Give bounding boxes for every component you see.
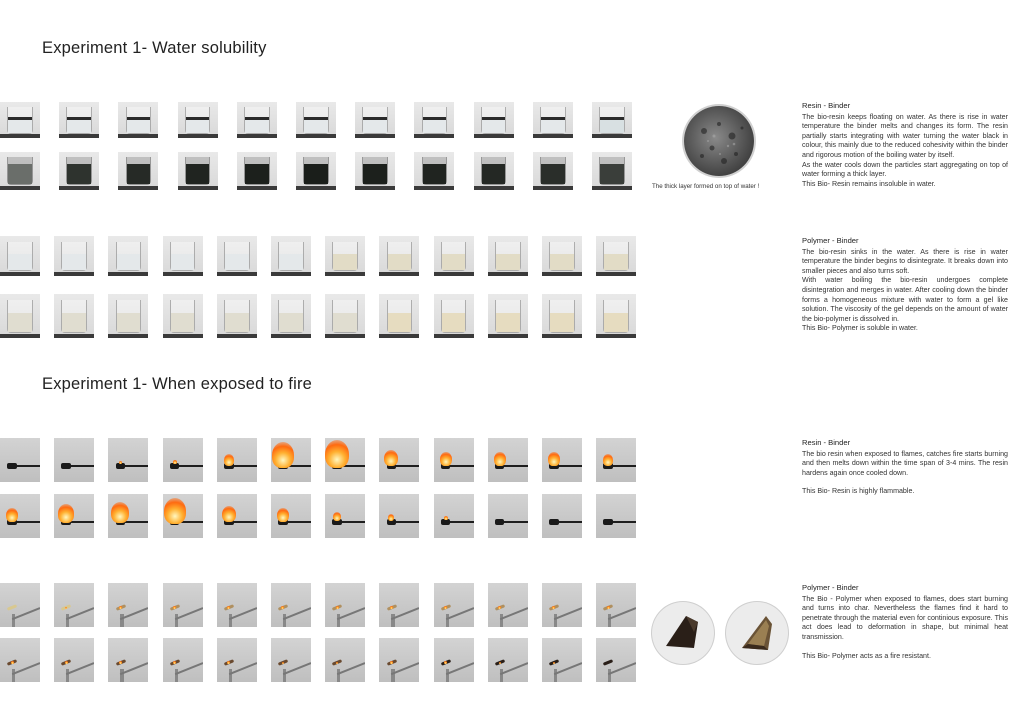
beaker-photo <box>108 294 148 338</box>
beaker-photo <box>474 102 514 138</box>
fire-test-photo <box>271 438 311 482</box>
beaker-photo <box>596 294 636 338</box>
fire-test-photo <box>596 438 636 482</box>
fire-test-photo <box>54 638 94 682</box>
beaker-photo <box>178 102 218 138</box>
resin-fire-row-2 <box>0 494 636 538</box>
fire-test-photo <box>108 494 148 538</box>
beaker-photo <box>54 294 94 338</box>
beaker-photo <box>296 152 336 190</box>
beaker-photo <box>596 236 636 276</box>
fire-test-photo <box>0 583 40 627</box>
fire-test-photo <box>217 638 257 682</box>
polymer-char-photo-2 <box>726 602 788 664</box>
beaker-photo <box>592 152 632 190</box>
beaker-photo <box>0 236 40 276</box>
fire-test-photo <box>434 438 474 482</box>
beaker-photo <box>0 102 40 138</box>
water-polymer-paragraph: With water boiling the bio-resin undergoes complete disintegration and merges in water. After cooling down the binder forms a homogeneous mixture with water to form a gel like solution. The viscosity of the gel depends on the amount of water the bio-polymer is dissolved in. <box>802 276 1008 323</box>
water-polymer-heading: Polymer - Binder <box>802 236 859 245</box>
fire-test-photo <box>325 494 365 538</box>
beaker-photo <box>0 152 40 190</box>
fire-test-photo <box>0 494 40 538</box>
fire-test-photo <box>163 438 203 482</box>
fire-test-photo <box>379 583 419 627</box>
water-experiment-title: Experiment 1- Water solubility <box>42 39 267 57</box>
water-polymer-paragraph: The bio-resin sinks in the water. As there is rise in water temperature the binder begins to disintegrate. It breaks down into smaller pieces and also turns soft. <box>802 247 1008 275</box>
beaker-photo <box>0 294 40 338</box>
beaker-photo <box>533 102 573 138</box>
beaker-photo <box>217 294 257 338</box>
beaker-photo <box>54 236 94 276</box>
beaker-photo <box>237 102 277 138</box>
beaker-photo <box>118 152 158 190</box>
beaker-photo <box>414 152 454 190</box>
fire-test-photo <box>217 494 257 538</box>
water-polymer-description <box>802 236 1008 334</box>
beaker-photo <box>59 152 99 190</box>
fire-test-photo <box>271 638 311 682</box>
beaker-photo <box>108 236 148 276</box>
beaker-photo <box>163 236 203 276</box>
polymer-water-row-2 <box>0 294 636 338</box>
fire-test-photo <box>271 494 311 538</box>
fire-test-photo <box>379 494 419 538</box>
beaker-photo <box>592 102 632 138</box>
fire-test-photo <box>379 638 419 682</box>
fire-test-photo <box>108 438 148 482</box>
beaker-photo <box>325 294 365 338</box>
resin-layer-photo <box>684 106 754 176</box>
fire-test-photo <box>54 438 94 482</box>
fire-test-photo <box>488 494 528 538</box>
beaker-photo <box>488 236 528 276</box>
fire-test-photo <box>542 438 582 482</box>
fire-test-photo <box>108 583 148 627</box>
beaker-photo <box>118 102 158 138</box>
water-resin-paragraph: This Bio- Resin remains insoluble in water. <box>802 179 936 188</box>
fire-polymer-paragraph: This Bio- Polymer acts as a fire resistant. <box>802 651 931 660</box>
polymer-fire-row-2 <box>0 638 636 682</box>
beaker-photo <box>488 294 528 338</box>
fire-polymer-heading: Polymer - Binder <box>802 583 859 592</box>
resin-fire-row-1 <box>0 438 636 482</box>
fire-test-photo <box>379 438 419 482</box>
fire-test-photo <box>271 583 311 627</box>
beaker-photo <box>434 294 474 338</box>
fire-test-photo <box>596 583 636 627</box>
fire-test-photo <box>434 583 474 627</box>
beaker-photo <box>533 152 573 190</box>
water-polymer-paragraph: This Bio- Polymer is soluble in water. <box>802 324 918 333</box>
fire-test-photo <box>434 638 474 682</box>
fire-test-photo <box>54 494 94 538</box>
beaker-photo <box>325 236 365 276</box>
fire-test-photo <box>488 638 528 682</box>
fire-test-photo <box>542 638 582 682</box>
beaker-photo <box>414 102 454 138</box>
beaker-photo <box>355 152 395 190</box>
fire-test-photo <box>325 583 365 627</box>
beaker-photo <box>217 236 257 276</box>
water-resin-description <box>802 101 1008 189</box>
fire-test-photo <box>488 583 528 627</box>
beaker-photo <box>271 294 311 338</box>
fire-test-photo <box>596 494 636 538</box>
fire-resin-paragraph: The bio resin when exposed to flames, catches fire starts burning and then melts down within the time span of 3-4 mins. The resin hardens again once cooled down. <box>802 449 1008 477</box>
beaker-photo <box>296 102 336 138</box>
beaker-photo <box>379 236 419 276</box>
polymer-fire-row-1 <box>0 583 636 627</box>
resin-layer-caption: The thick layer formed on top of water ! <box>652 183 760 190</box>
beaker-photo <box>542 294 582 338</box>
polymer-char-photo-1 <box>652 602 714 664</box>
fire-test-photo <box>596 638 636 682</box>
beaker-photo <box>59 102 99 138</box>
fire-resin-description <box>802 438 1008 497</box>
resin-water-row-1 <box>0 102 632 138</box>
fire-resin-heading: Resin - Binder <box>802 438 851 447</box>
beaker-photo <box>542 236 582 276</box>
resin-water-row-2 <box>0 152 632 190</box>
fire-test-photo <box>217 438 257 482</box>
fire-test-photo <box>542 583 582 627</box>
fire-resin-paragraph: This Bio- Resin is highly flammable. <box>802 487 915 496</box>
fire-test-photo <box>488 438 528 482</box>
fire-test-photo <box>0 438 40 482</box>
fire-test-photo <box>163 638 203 682</box>
fire-polymer-paragraph: The Bio - Polymer when exposed to flames, does start burning and turns into char. Nevertheless the flames find it hard to penetrate through the material even for continious exposure. This act does lead to deformation in shape, but minimal heat transmission. <box>802 594 1008 641</box>
beaker-photo <box>271 236 311 276</box>
fire-polymer-description <box>802 583 1008 661</box>
beaker-photo <box>178 152 218 190</box>
water-resin-paragraph: The bio-resin keeps floating on water. As there is rise in water temperature the binder melts and changes its form. The resin partially starts integrating with water turning the water black in colour, this mainly due to the reduced cohesivity within the binder and rigorous motion of the boiling water by itself. <box>802 112 1008 159</box>
fire-test-photo <box>108 638 148 682</box>
water-resin-paragraph: As the water cools down the particles start aggregating on top of water forming a thick layer. <box>802 160 1008 179</box>
fire-test-photo <box>54 583 94 627</box>
fire-test-photo <box>434 494 474 538</box>
beaker-photo <box>434 236 474 276</box>
beaker-photo <box>163 294 203 338</box>
beaker-photo <box>379 294 419 338</box>
water-resin-heading: Resin - Binder <box>802 101 851 110</box>
fire-test-photo <box>325 438 365 482</box>
fire-test-photo <box>217 583 257 627</box>
fire-test-photo <box>542 494 582 538</box>
polymer-water-row-1 <box>0 236 636 276</box>
fire-test-photo <box>325 638 365 682</box>
beaker-photo <box>237 152 277 190</box>
fire-test-photo <box>163 583 203 627</box>
beaker-photo <box>355 102 395 138</box>
fire-test-photo <box>0 638 40 682</box>
fire-test-photo <box>163 494 203 538</box>
beaker-photo <box>474 152 514 190</box>
fire-experiment-title: Experiment 1- When exposed to fire <box>42 375 313 393</box>
